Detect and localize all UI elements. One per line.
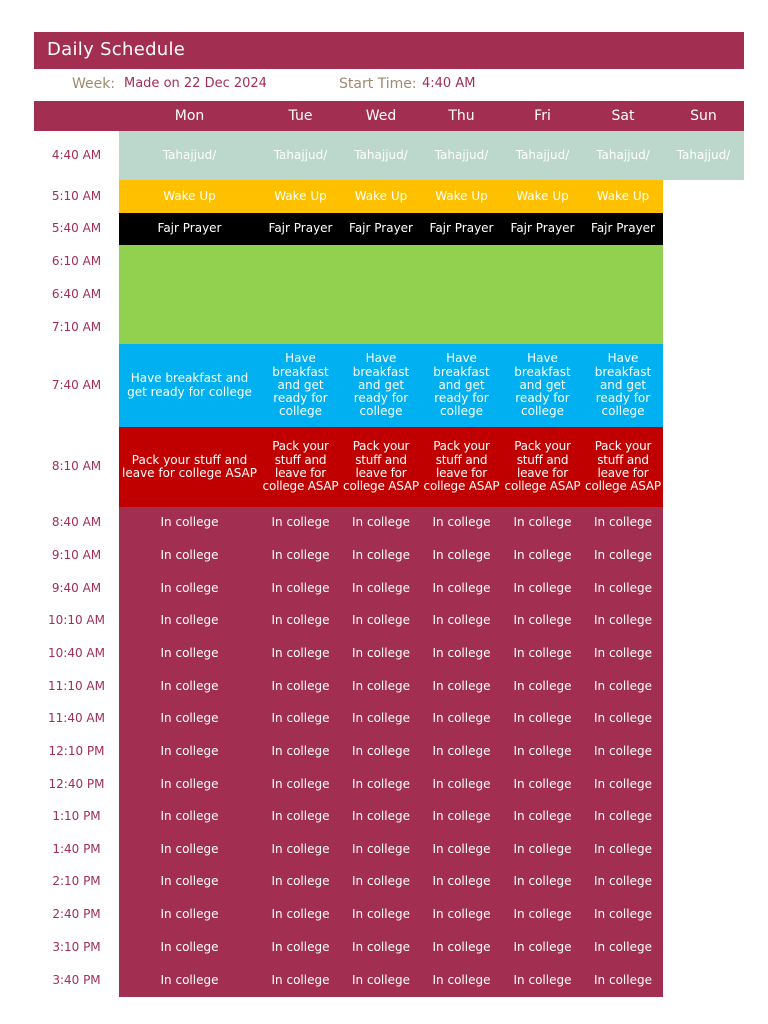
schedule-cell-fajr-fri: Fajr Prayer — [502, 213, 583, 245]
schedule-cell-college-tue: In college — [260, 637, 341, 670]
schedule-cell-tahajjud-sun: Tahajjud/ — [663, 131, 744, 180]
schedule-cell-pack-sat: Pack your stuff and leave for college ASAP — [583, 427, 663, 507]
schedule-cell-wake-up-tue: Wake Up — [260, 180, 341, 213]
schedule-cell-tahajjud-mon: Tahajjud/ — [119, 131, 260, 180]
time-label: 2:40 PM — [52, 906, 101, 921]
schedule-cell-college-wed: In college — [341, 507, 421, 539]
time-label: 5:10 AM — [51, 188, 102, 203]
schedule-cell-college-sat: In college — [583, 507, 663, 539]
time-label: 7:40 AM — [51, 377, 102, 392]
schedule-cell-college-thu: In college — [421, 507, 502, 539]
schedule-cell-college-tue: In college — [260, 572, 341, 605]
time-label: 3:10 PM — [52, 939, 101, 954]
start-time-value: 4:40 AM — [422, 76, 476, 91]
time-label: 11:40 AM — [48, 711, 105, 725]
schedule-cell-college-sat: In college — [583, 703, 663, 735]
schedule-cell-college-tue: In college — [260, 605, 341, 637]
time-label: 11:10 AM — [48, 678, 105, 693]
day-header-fri: Fri — [534, 108, 551, 124]
schedule-cell-college-sat: In college — [583, 670, 663, 703]
schedule-cell-wake-up-fri: Wake Up — [502, 180, 583, 213]
time-label: 10:10 AM — [48, 613, 105, 627]
schedule-cell-breakfast-wed: Have breakfast and get ready for college — [341, 344, 421, 427]
schedule-cell-college-fri: In college — [502, 703, 583, 735]
start-time-label: Start Time: — [339, 76, 417, 92]
schedule-cell-college-thu: In college — [421, 539, 502, 572]
schedule-cell-college-wed: In college — [341, 539, 421, 572]
schedule-cell-college-thu: In college — [421, 898, 502, 931]
time-label: 2:10 PM — [52, 874, 101, 888]
schedule-cell-pack-wed: Pack your stuff and leave for college ASAP — [341, 427, 421, 507]
schedule-cell-college-wed: In college — [341, 637, 421, 670]
schedule-cell-college-tue: In college — [260, 833, 341, 866]
schedule-cell-college-wed: In college — [341, 801, 421, 833]
schedule-cell-college-mon: In college — [119, 735, 260, 768]
schedule-cell-college-thu: In college — [421, 866, 502, 898]
schedule-cell-college-tue: In college — [260, 866, 341, 898]
schedule-cell-college-mon: In college — [119, 703, 260, 735]
schedule-cell-college-fri: In college — [502, 931, 583, 964]
schedule-cell-college-tue: In college — [260, 703, 341, 735]
schedule-cell-college-thu: In college — [421, 572, 502, 605]
schedule-cell-college-thu: In college — [421, 703, 502, 735]
time-label: 8:10 AM — [51, 459, 102, 473]
schedule-cell-breakfast-fri: Have breakfast and get ready for college — [502, 344, 583, 427]
schedule-cell-college-sat: In college — [583, 964, 663, 997]
schedule-cell-college-fri: In college — [502, 605, 583, 637]
time-label: 6:10 AM — [51, 253, 102, 268]
schedule-cell-tahajjud-sat: Tahajjud/ — [583, 131, 663, 180]
week-label: Week: — [72, 76, 116, 92]
schedule-cell-breakfast-thu: Have breakfast and get ready for college — [421, 344, 502, 427]
schedule-cell-fajr-tue: Fajr Prayer — [260, 213, 341, 245]
schedule-cell-college-mon: In college — [119, 931, 260, 964]
schedule-cell-college-fri: In college — [502, 801, 583, 833]
time-label: 4:40 AM — [51, 147, 102, 162]
time-label: 12:10 PM — [48, 743, 105, 758]
schedule-cell-college-fri: In college — [502, 898, 583, 931]
schedule-cell-college-fri: In college — [502, 572, 583, 605]
schedule-cell-wake-up-sat: Wake Up — [583, 180, 663, 213]
schedule-cell-college-tue: In college — [260, 735, 341, 768]
schedule-cell-college-mon: In college — [119, 866, 260, 898]
schedule-cell-fajr-sat: Fajr Prayer — [583, 213, 663, 245]
day-header-sat: Sat — [611, 108, 635, 124]
schedule-cell-college-fri: In college — [502, 507, 583, 539]
time-label: 3:40 PM — [52, 972, 101, 987]
week-value: Made on 22 Dec 2024 — [124, 76, 267, 91]
time-label: 10:40 AM — [48, 645, 105, 660]
schedule-cell-college-tue: In college — [260, 964, 341, 997]
schedule-cell-college-wed: In college — [341, 703, 421, 735]
schedule-cell-wake-up-mon: Wake Up — [119, 180, 260, 213]
time-label: 1:10 PM — [52, 809, 101, 823]
schedule-cell-college-fri: In college — [502, 833, 583, 866]
schedule-cell-college-wed: In college — [341, 866, 421, 898]
schedule-cell-college-sat: In college — [583, 539, 663, 572]
schedule-cell-college-sat: In college — [583, 572, 663, 605]
schedule-cell-college-sat: In college — [583, 833, 663, 866]
day-header-tue: Tue — [288, 108, 313, 124]
schedule-cell-college-thu: In college — [421, 964, 502, 997]
schedule-cell-fajr-mon: Fajr Prayer — [119, 213, 260, 245]
schedule-cell-college-thu: In college — [421, 833, 502, 866]
schedule-cell-college-mon: In college — [119, 637, 260, 670]
schedule-cell-college-wed: In college — [341, 964, 421, 997]
time-label: 9:40 AM — [51, 580, 102, 595]
time-label: 7:10 AM — [51, 319, 102, 334]
schedule-cell-college-fri: In college — [502, 866, 583, 898]
free-time-block — [119, 245, 663, 344]
time-label: 5:40 AM — [51, 221, 102, 235]
schedule-cell-college-mon: In college — [119, 539, 260, 572]
schedule-cell-college-mon: In college — [119, 964, 260, 997]
time-label: 9:10 AM — [51, 547, 102, 562]
schedule-cell-college-mon: In college — [119, 801, 260, 833]
schedule-cell-college-mon: In college — [119, 572, 260, 605]
schedule-cell-college-sat: In college — [583, 866, 663, 898]
schedule-cell-college-wed: In college — [341, 931, 421, 964]
schedule-cell-college-wed: In college — [341, 670, 421, 703]
schedule-cell-wake-up-thu: Wake Up — [421, 180, 502, 213]
schedule-cell-college-mon: In college — [119, 670, 260, 703]
schedule-cell-college-wed: In college — [341, 735, 421, 768]
schedule-cell-pack-thu: Pack your stuff and leave for college ASAP — [421, 427, 502, 507]
schedule-cell-college-tue: In college — [260, 539, 341, 572]
schedule-cell-pack-fri: Pack your stuff and leave for college ASAP — [502, 427, 583, 507]
schedule-cell-college-sat: In college — [583, 605, 663, 637]
schedule-cell-college-fri: In college — [502, 735, 583, 768]
schedule-cell-college-tue: In college — [260, 801, 341, 833]
day-header-wed: Wed — [365, 108, 397, 124]
time-label: 12:40 PM — [48, 776, 105, 791]
schedule-cell-college-mon: In college — [119, 898, 260, 931]
schedule-cell-college-tue: In college — [260, 931, 341, 964]
schedule-cell-college-thu: In college — [421, 670, 502, 703]
schedule-cell-college-fri: In college — [502, 539, 583, 572]
schedule-cell-breakfast-mon: Have breakfast and get ready for college — [119, 344, 260, 427]
schedule-cell-college-mon: In college — [119, 768, 260, 801]
schedule-cell-pack-mon: Pack your stuff and leave for college ASAP — [119, 427, 260, 507]
schedule-cell-college-fri: In college — [502, 768, 583, 801]
schedule-cell-college-sat: In college — [583, 637, 663, 670]
schedule-cell-tahajjud-thu: Tahajjud/ — [421, 131, 502, 180]
time-label: 6:40 AM — [51, 286, 102, 301]
schedule-cell-college-sat: In college — [583, 768, 663, 801]
schedule-cell-college-wed: In college — [341, 605, 421, 637]
schedule-cell-pack-tue: Pack your stuff and leave for college ASAP — [260, 427, 341, 507]
schedule-cell-college-thu: In college — [421, 931, 502, 964]
schedule-cell-college-sat: In college — [583, 735, 663, 768]
page-title: Daily Schedule — [47, 39, 186, 60]
schedule-cell-college-sat: In college — [583, 801, 663, 833]
schedule-cell-college-wed: In college — [341, 898, 421, 931]
schedule-cell-college-mon: In college — [119, 507, 260, 539]
time-label: 8:40 AM — [51, 515, 102, 529]
schedule-cell-college-fri: In college — [502, 670, 583, 703]
schedule-cell-college-mon: In college — [119, 605, 260, 637]
day-header-thu: Thu — [448, 108, 475, 124]
schedule-cell-college-wed: In college — [341, 572, 421, 605]
schedule-cell-college-thu: In college — [421, 768, 502, 801]
schedule-cell-college-sat: In college — [583, 898, 663, 931]
schedule-cell-college-thu: In college — [421, 735, 502, 768]
schedule-cell-breakfast-tue: Have breakfast and get ready for college — [260, 344, 341, 427]
day-header-sun: Sun — [690, 108, 717, 124]
schedule-cell-college-fri: In college — [502, 964, 583, 997]
title-bar — [34, 32, 744, 69]
schedule-cell-breakfast-sat: Have breakfast and get ready for college — [583, 344, 663, 427]
schedule-cell-college-tue: In college — [260, 898, 341, 931]
schedule-cell-tahajjud-wed: Tahajjud/ — [341, 131, 421, 180]
schedule-cell-college-mon: In college — [119, 833, 260, 866]
schedule-cell-college-thu: In college — [421, 637, 502, 670]
day-header-mon: Mon — [174, 108, 205, 124]
schedule-cell-tahajjud-fri: Tahajjud/ — [502, 131, 583, 180]
schedule-cell-college-fri: In college — [502, 637, 583, 670]
schedule-cell-college-sat: In college — [583, 931, 663, 964]
schedule-cell-college-thu: In college — [421, 801, 502, 833]
schedule-cell-college-thu: In college — [421, 605, 502, 637]
schedule-cell-college-tue: In college — [260, 507, 341, 539]
schedule-cell-fajr-wed: Fajr Prayer — [341, 213, 421, 245]
schedule-cell-college-wed: In college — [341, 833, 421, 866]
schedule-cell-fajr-thu: Fajr Prayer — [421, 213, 502, 245]
schedule-cell-college-wed: In college — [341, 768, 421, 801]
time-label: 1:40 PM — [52, 841, 101, 856]
schedule-cell-college-tue: In college — [260, 768, 341, 801]
schedule-cell-college-tue: In college — [260, 670, 341, 703]
schedule-cell-tahajjud-tue: Tahajjud/ — [260, 131, 341, 180]
schedule-cell-wake-up-wed: Wake Up — [341, 180, 421, 213]
